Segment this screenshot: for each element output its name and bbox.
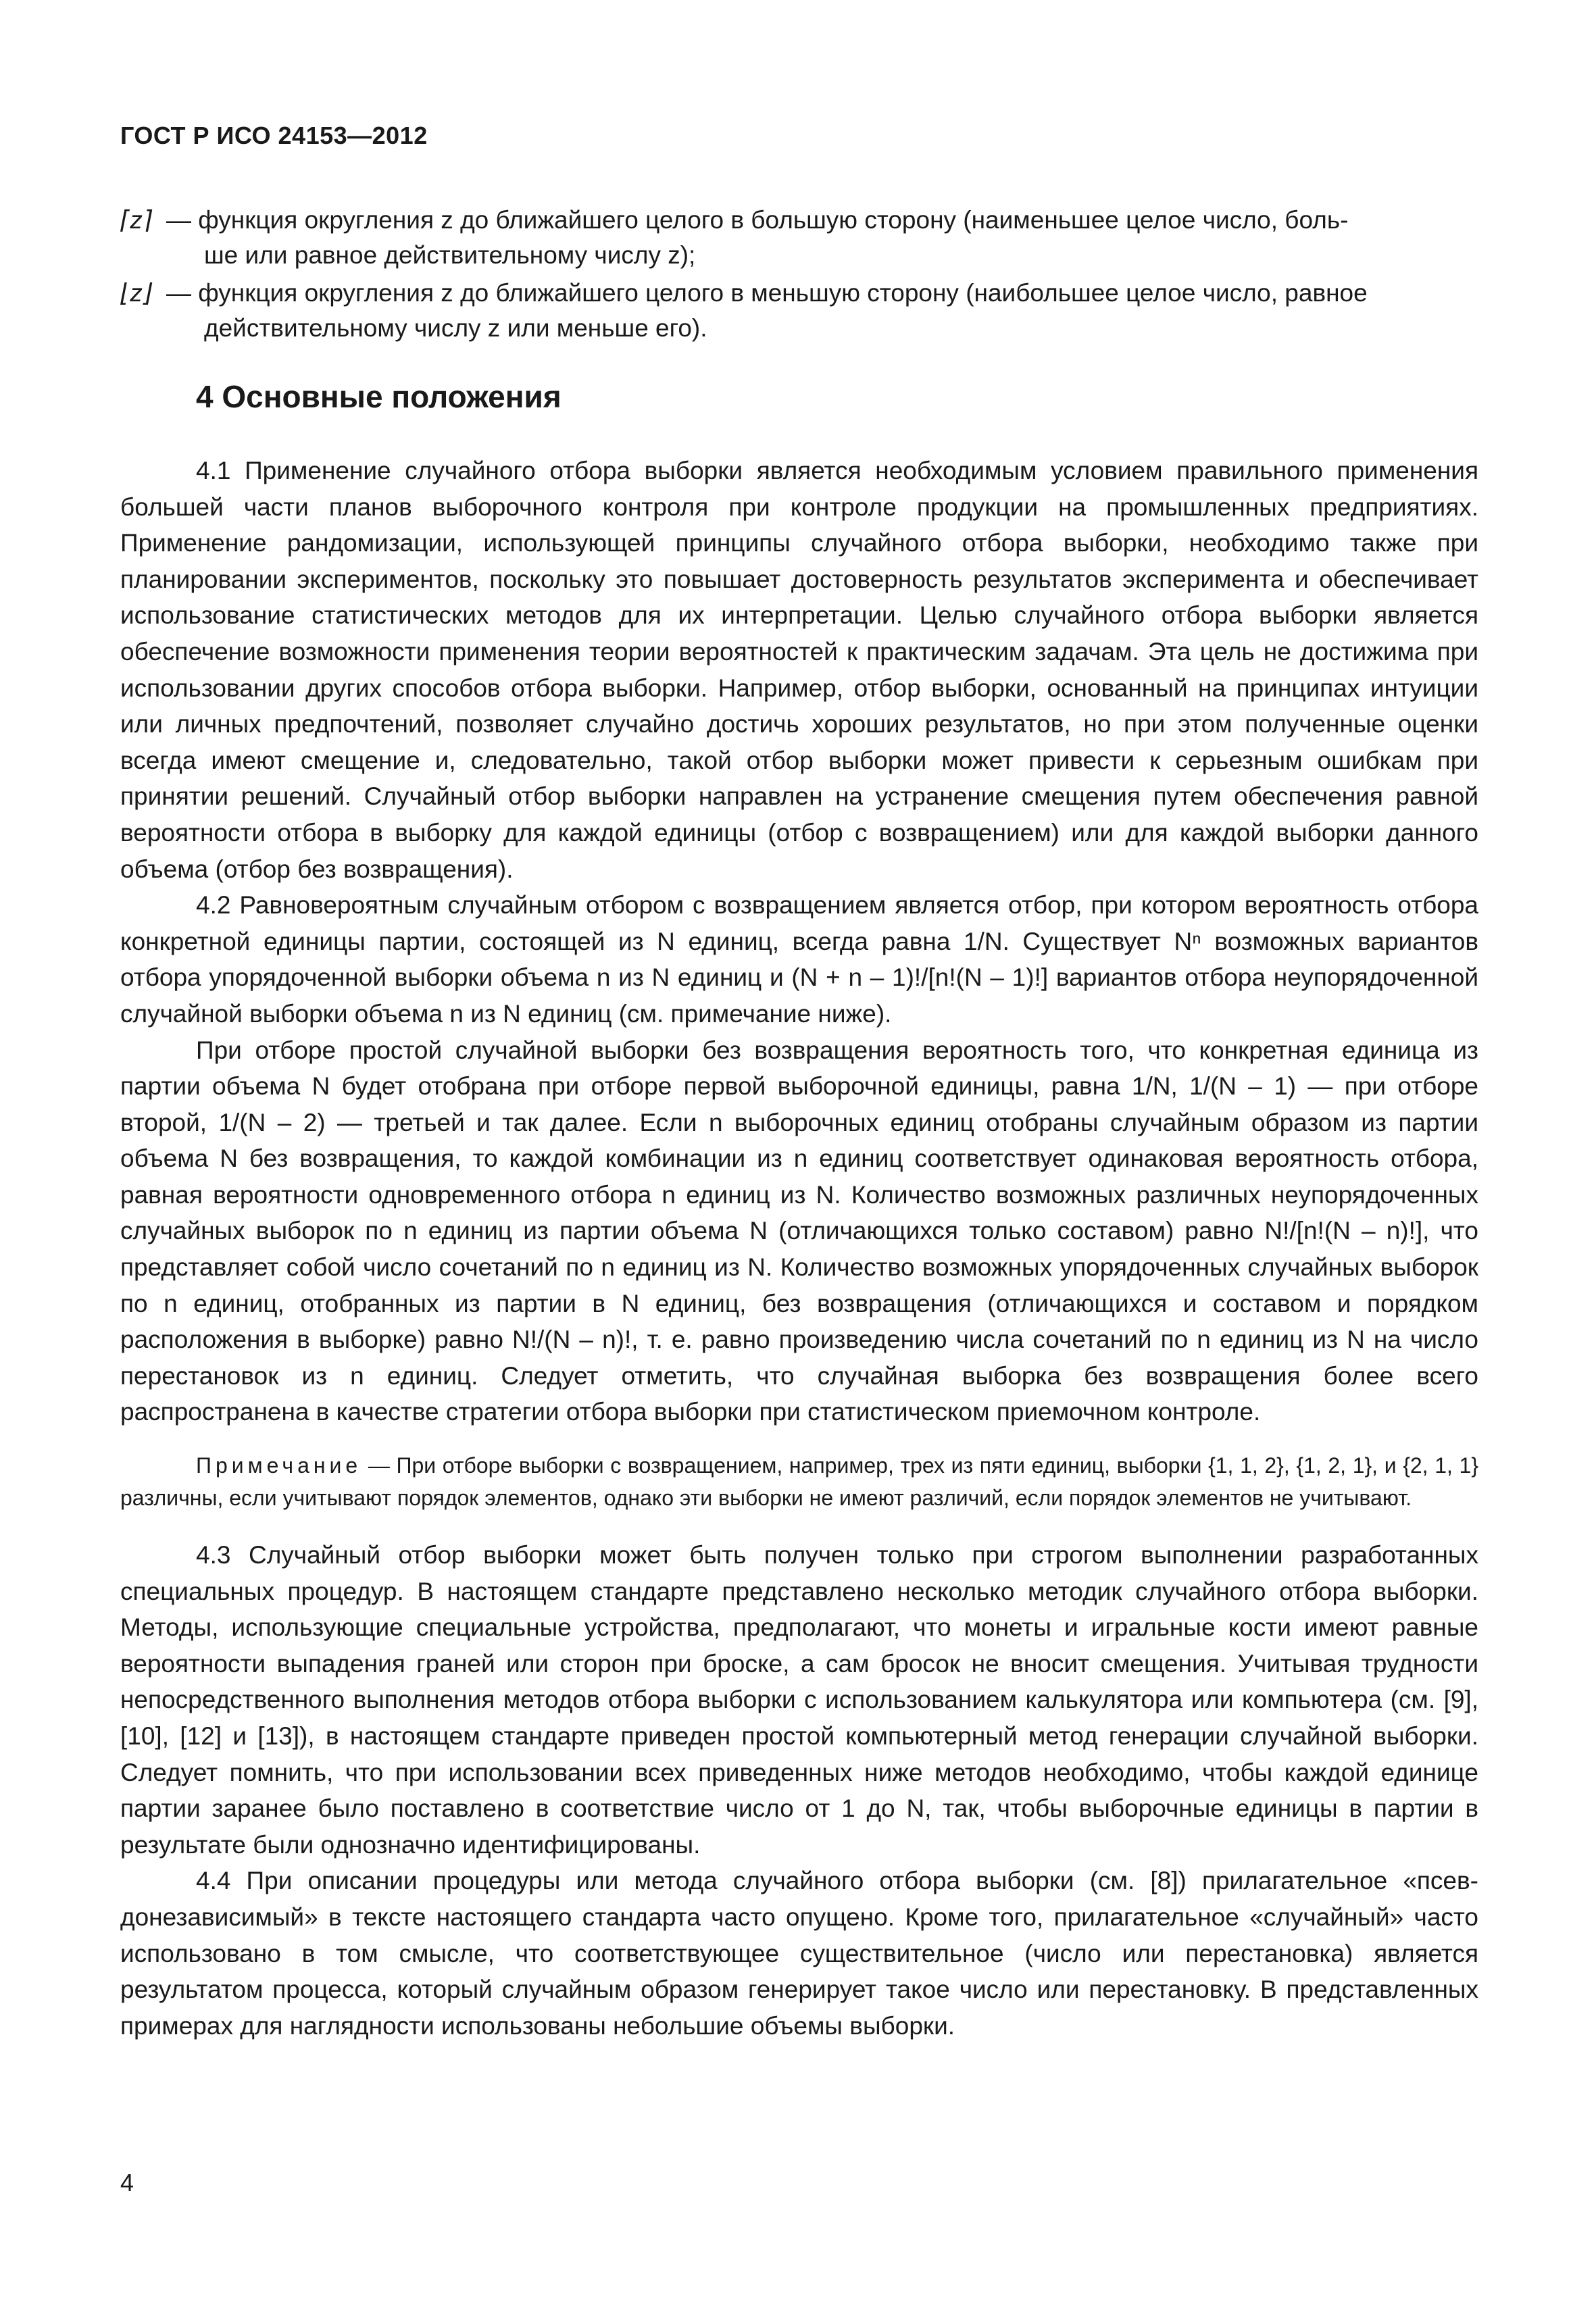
floor-symbol: ⌊z⌋ [120,279,153,307]
paragraph-4-3: 4.3 Случайный отбор выборки может быть получен только при строгом выполнении разработанных специальных процедур. В настоящем стандарте представлено несколько методик случайного отбора выборки. Методы, использующие специальные устройства, предполагают, что монеты и игральные кости имеют равные вероятности выпадения граней или сторон при броске, а сам бросок не вносит смещения. Учитывая трудности непосредственного выполнения методов отбора выборки с использованием калькулятора или компьютера (см. [9], [10], [12] и [13]), в настоящем стандарте приведен простой компьютерный метод генерации случайной выборки. Следует помнить, что при использовании всех приведенных ниже методов необходимо, чтобы каждой единице партии заранее было поставлено в соответствие число от 1 до N, так, чтобы выборочные единицы в партии в результате были однозначно идентифицированы. [120,1541,1478,1859]
paragraph-4-2-continued: При отборе простой случайной выборки без возвращения вероятность того, что конкретная единица из партии объема N будет отобрана при отборе первой выборочной единицы, равна 1/N, 1/(N – 1) — при отборе второй, 1/(N – 2) — третьей и так далее. Если n выборочных единиц отобраны случайным образом из партии объема N без возвращения, то каждой комбинации из n единиц соответствует одинаковая вероятность отбора, равная вероятности одновременного отбора n единиц из N. Количество возможных различных неупорядоченных случайных выборок по n единиц из партии объема N (отличающихся только составом) равно N!/[n!(N – n)!], что представляет собой число сочетаний по n единиц из N. Количество возможных упорядоченных случайных выборок по n единиц, отобранных из партии в N единиц, без возвращения (отличающихся и составом и порядком расположения в выборке) равно N!/(N – n)!, т. е. равно произведению числа сочетаний по n единиц из N на число перестановок из n единиц. Следует отметить, что случайная выборка без возвращения более всего распространена в качестве стратегии отбора выборки при статистическом приемочном контроле. [120,1036,1478,1426]
note-label: Примечание [196,1453,362,1478]
definition-text-continued: действительному числу z или меньше его). [204,314,707,342]
document-body [120,453,1478,2044]
definition-text: — функция округления z до ближайшего целого в меньшую сторону (наибольшее целое число, равное [166,279,1368,307]
paragraph-4-1: 4.1 Применение случайного отбора выборки является необходимым условием правильного применения большей части планов выборочного контроля при контроле продукции на промышленных предприятиях. Применение рандомизации, использующей принципы случайного отбора выборки, необходимо также при планировании экспериментов, поскольку это повышает достоверность результатов эксперимента и обеспечивает использование статистических методов для их интерпретации. Целью случайного отбора выборки является обеспечение возможности применения теории вероятностей к практическим задачам. Эта цель не достижима при использовании других способов отбора выборки. Например, отбор выборки, основанный на принципах интуиции или личных предпочтений, позволяет случайно достичь хороших результатов, но при этом полученные оценки всегда имеют смещение и, следовательно, такой отбор выборки может привести к серьезным ошибкам при принятии решений. Случайный отбор выборки направлен на устранение смещения путем обеспечения равной вероятности отбора в выборку для каждой единицы (отбор с возвращением) или для каждой выборки данного объема (отбор без возвращения). [120,457,1478,883]
definition-text: — функция округления z до ближайшего целого в большую сторону (наименьшее целое число, боль- [166,206,1349,234]
definition-floor [120,276,1478,346]
note-text: — При отборе выборки с возвращением, например, трех из пяти единиц, выборки {1, 1, 2}, {1, 2, 1}, и {2, 1, 1} различны, если учитывают порядок элементов, однако эти выборки не имеют различий, если порядок элементов не учитывают. [120,1453,1478,1511]
ceil-symbol: ⌈z⌉ [120,206,153,234]
document-header: ГОСТ Р ИСО 24153—2012 [120,122,428,149]
paragraph-4-2: 4.2 Равновероятным случайным отбором с возвращением является отбор, при котором вероятность отбора конкретной единицы партии, состоящей из N единиц, всегда равна 1/N. Существует Nⁿ возможных вариантов отбора упорядоченной выборки объема n из N единиц и (N + n – 1)!/[n!(N – 1)!] вариантов отбора неупорядоченной случайной выборки объема n из N единиц (см. примечание ниже). [120,891,1478,1028]
note [120,1449,1478,1514]
paragraph-4-4: 4.4 При описании процедуры или метода случайного отбора выборки (см. [8]) прилагательное «псевдонезависимый» в тексте настоящего стандарта часто опущено. Кроме того, прилагательное «случайный» часто использовано в том смысле, что соответствующее существительное (число или перестановка) является результатом процесса, который случайным образом генерирует такое число или перестановку. В представленных примерах для наглядности использованы небольшие объемы выборки. [120,1867,1478,2040]
symbol-definitions [120,203,1478,349]
section-title: 4 Основные положения [196,379,562,414]
definition-text-continued: ше или равное действительному числу z); [204,241,696,269]
definition-ceil [120,203,1478,273]
page-number: 4 [120,2169,134,2196]
